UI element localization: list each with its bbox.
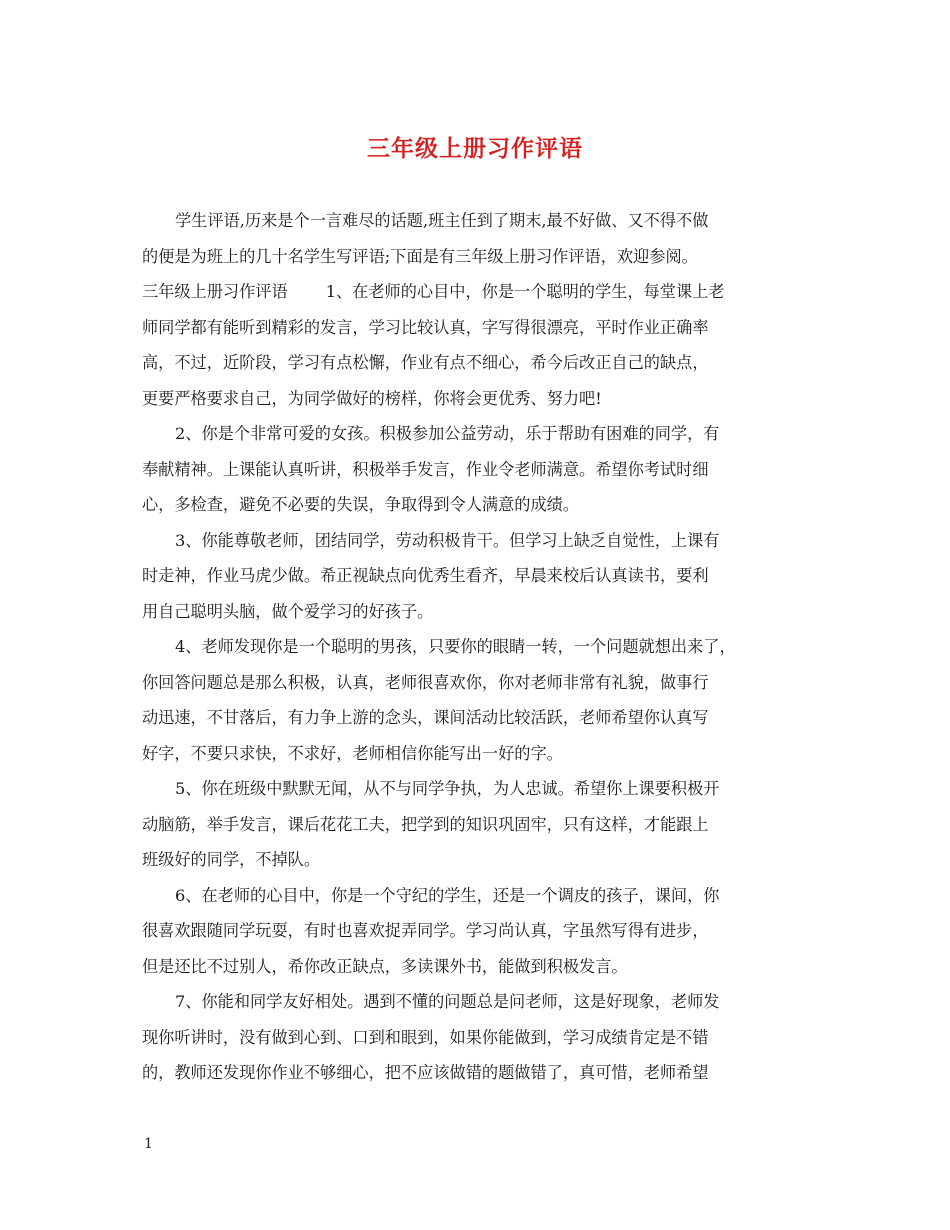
text-line [142,736,810,772]
line-text: 动迅速，不甘落后，有力争上游的念头，课间活动比较活跃，老师希望你认真写 [142,708,709,727]
text-line [142,629,810,665]
line-text: 5、你在班级中默默无闻，从不与同学争执，为人忠诚。希望你上课要积极开 [175,779,720,798]
text-line [142,700,810,736]
text-line [142,274,810,310]
text-line [142,345,810,381]
text-line [142,771,810,807]
line-text: 更要严格要求自己，为同学做好的榜样，你将会更优秀、努力吧! [142,388,602,408]
document-body [142,203,810,1091]
line-text: 时走神，作业马虎少做。希正视缺点向优秀生看齐，早晨来校后认真读书，要利 [142,566,709,585]
text-line [142,1020,810,1056]
text-line [142,1055,810,1091]
line-text: 很喜欢跟随同学玩耍，有时也喜欢捉弄同学。学习尚认真，字虽然写得有进步， [142,921,709,940]
text-line [142,665,810,701]
text-line [142,416,810,452]
line-text: 的便是为班上的几十名学生写评语;下面是有三年级上册习作评语，欢迎参阅。 [142,246,698,266]
text-line [142,203,810,239]
line-text: 好字，不要只求快，不求好，老师相信你能写出一好的字。 [142,743,563,763]
line-text: 4、老师发现你是一个聪明的男孩，只要你的眼睛一转，一个问题就想出来了， [175,637,736,656]
line-text: 1、在老师的心目中，你是一个聪明的学生，每堂课上老 [325,282,725,301]
text-line [142,878,810,914]
text-line [142,807,810,843]
line-text: 现你听讲时，没有做到心到、口到和眼到，如果你能做到，学习成绩肯定是不错 [142,1027,709,1047]
line-text: 用自己聪明头脑，做个爱学习的好孩子。 [142,601,434,621]
line-text: 的，教师还发现你作业不够细心，把不应该做错的题做错了，真可惜，老师希望 [142,1063,709,1082]
line-text: 但是还比不过别人，希你改正缺点，多读课外书，能做到积极发言。 [142,956,628,976]
line-text: 3、你能尊敬老师，团结同学，劳动积极肯干。但学习上缺乏自觉性，上课有 [175,530,720,550]
inline-heading: 三年级上册习作评语 [142,282,288,301]
line-text: 高，不过，近阶段，学习有点松懈，作业有点不细心，希今后改正自己的缺点， [142,353,709,372]
line-text: 心，多检查，避免不必要的失误，争取得到令人满意的成绩。 [142,495,580,514]
line-text: 班级好的同学，不掉队。 [142,850,321,869]
document-title: 三年级上册习作评语 [367,135,583,162]
line-text: 6、在老师的心目中，你是一个守纪的学生，还是一个调皮的孩子，课间，你 [175,885,720,905]
text-line [142,310,810,346]
text-line [142,487,810,523]
line-text: 师同学都有能听到精彩的发言，学习比较认真，字写得很漂亮，平时作业正确率 [142,317,709,337]
text-line [142,842,810,878]
text-line [142,239,810,275]
line-text: 奉献精神。上课能认真听讲，积极举手发言，作业令老师满意。希望你考试时细 [142,459,709,479]
line-text: 学生评语,历来是个一言难尽的话题,班主任到了期末,最不好做、又不得不做 [175,211,709,230]
text-line [142,558,810,594]
text-line [142,452,810,488]
page-number: 1 [144,1136,153,1152]
text-line [142,381,810,417]
text-line [142,913,810,949]
text-line [142,594,810,630]
text-line [142,984,810,1020]
line-text: 7、你能和同学友好相处。遇到不懂的问题总是问老师，这是好现象，老师发 [175,992,720,1011]
line-text: 2、你是个非常可爱的女孩。积极参加公益劳动，乐于帮助有困难的同学，有 [175,424,720,443]
text-line [142,949,810,985]
line-text: 你回答问题总是那么积极，认真，老师很喜欢你，你对老师非常有礼貌，做事行 [142,672,709,692]
line-text: 动脑筋，举手发言，课后花花工夫，把学到的知识巩固牢，只有这样，才能跟上 [142,814,709,834]
text-line [142,523,810,559]
